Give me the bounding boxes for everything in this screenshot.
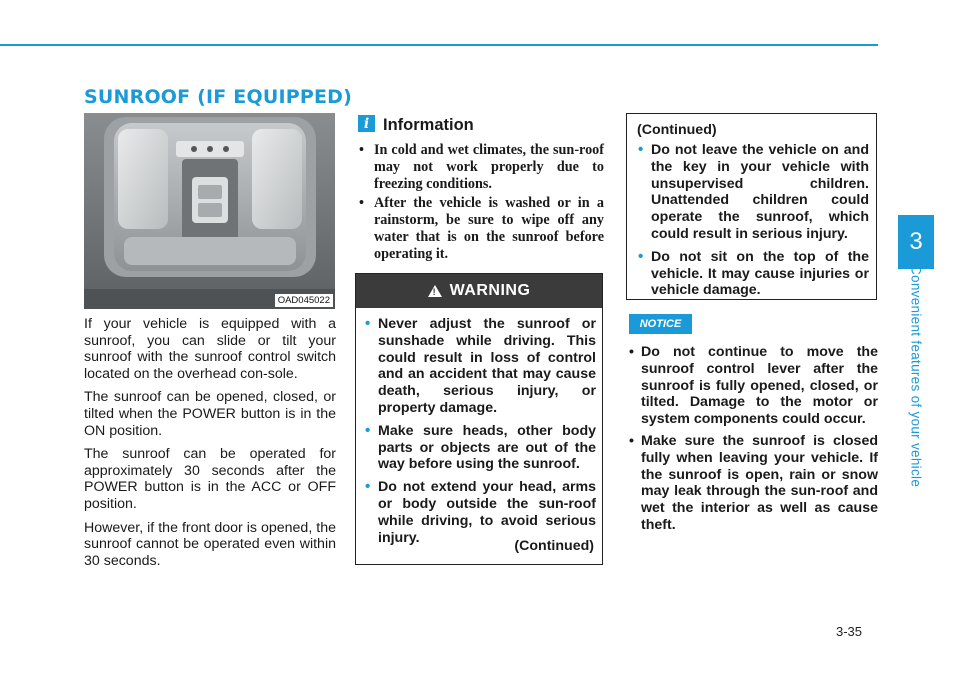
overhead-console-photo bbox=[84, 113, 335, 309]
list-item: • Do not continue to move the sunroof control lever after the sunroof is fully opened, closed, or tilted. Damage to the motor or system components could occur. bbox=[626, 344, 878, 428]
list-item: • Never adjust the sunroof or sunshade while driving. This could result in loss of control and an accident that may cause death, serious injury, or property damage. bbox=[364, 316, 596, 417]
notice-list bbox=[626, 344, 878, 539]
warning-header bbox=[356, 274, 602, 308]
header-rule bbox=[0, 44, 878, 46]
overhead-console-illustration bbox=[84, 113, 335, 309]
page-number: 3-35 bbox=[836, 624, 863, 639]
warning-triangle-icon: ! bbox=[428, 285, 442, 297]
warning-continued-box bbox=[626, 113, 877, 300]
chapter-tab: 3 bbox=[898, 215, 934, 269]
list-item: • After the vehicle is washed or in a rainstorm, be sure to wipe off any water that is on the sunroof before operating it. bbox=[356, 195, 604, 262]
warning-title: WARNING bbox=[449, 282, 531, 299]
body-paragraph: The sunroof can be opened, closed, or tilted when the POWER button is in the ON position. bbox=[84, 389, 336, 439]
continued-title: (Continued) bbox=[637, 122, 717, 138]
continued-label: (Continued) bbox=[514, 538, 594, 554]
body-text bbox=[84, 316, 336, 576]
warning-list bbox=[364, 316, 596, 552]
body-paragraph: The sunroof can be operated for approximately 30 seconds after the POWER button is in the ACC or OFF position. bbox=[84, 446, 336, 512]
list-item: • In cold and wet climates, the sun-roof may not work properly due to freezing conditions. bbox=[356, 142, 604, 192]
list-item: • Do not leave the vehicle on and the key in your vehicle with unsupervised children. Unattended children could operate the sunroof, which could result in serious injury. bbox=[637, 142, 869, 243]
body-paragraph: However, if the front door is opened, the sunroof cannot be operated even within 30 seconds. bbox=[84, 519, 336, 569]
list-item: • Make sure heads, other body parts or objects are out of the way before using the sunroof. bbox=[364, 423, 596, 473]
chapter-title: Convenient features of your vehicle bbox=[908, 265, 924, 488]
list-item: • Do not sit on the top of the vehicle. It may cause injuries or vehicle damage. bbox=[637, 249, 869, 299]
warning-continued-list bbox=[637, 142, 869, 305]
list-item: • Do not extend your head, arms or body outside the sun-roof while driving, to avoid serious injury. bbox=[364, 479, 596, 546]
warning-box bbox=[355, 273, 603, 565]
body-paragraph: If your vehicle is equipped with a sunroof, you can slide or tilt your sunroof with the sunroof control switch located on the overhead con-sole. bbox=[84, 316, 336, 382]
info-icon: i bbox=[358, 115, 375, 132]
list-item: • Make sure the sunroof is closed fully when leaving your vehicle. If the sunroof is open, rain or snow may leak through the sun-roof and wet the interior as well as cause theft. bbox=[626, 433, 878, 534]
information-list bbox=[356, 142, 604, 266]
information-title: Information bbox=[383, 116, 474, 134]
notice-badge: NOTICE bbox=[629, 314, 692, 334]
image-code: OAD045022 bbox=[275, 294, 333, 307]
section-title: SUNROOF (IF EQUIPPED) bbox=[84, 86, 353, 108]
